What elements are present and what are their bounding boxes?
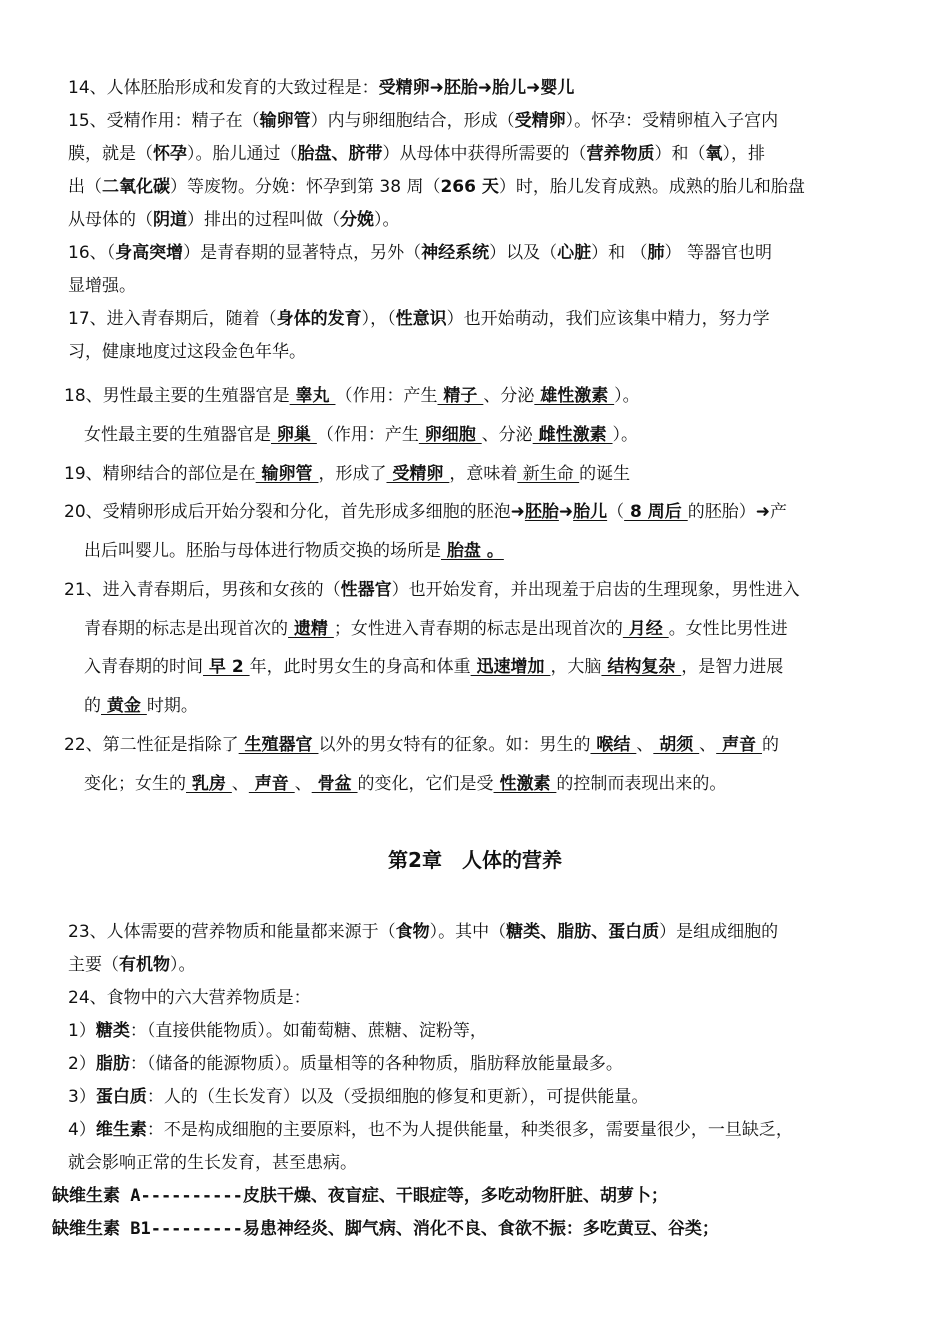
key-term: 分娩 <box>340 210 374 230</box>
text-segment: ）从母体中获得所需要的（ <box>382 144 587 164</box>
text-segment: 年，此时男女生的身高和体重 <box>249 657 471 677</box>
fill-in-answer: 精子 <box>437 386 484 406</box>
text-segment: ：（直接供能物质）。如葡萄糖、蔗糖、淀粉等， <box>129 1021 487 1041</box>
text-segment: ）。 <box>612 425 639 445</box>
text-segment: ：（储备的能源物质）。质量相等的各种物质，脂肪释放能量最多。 <box>129 1054 623 1074</box>
text-line <box>64 578 800 602</box>
text-segment: ）。其中（ <box>429 922 507 942</box>
text-segment: 主要（ <box>68 955 119 975</box>
text-segment: ：人的（生长发育）以及（受损细胞的修复和更新），可提供能量。 <box>146 1087 649 1107</box>
fill-in-answer: 8 周后 <box>624 502 688 522</box>
key-term: 有机物 <box>119 955 170 975</box>
key-term: 266 天 <box>440 177 499 197</box>
text-segment: （作用：产生 <box>316 425 419 445</box>
text-segment: 出（ <box>68 177 102 197</box>
key-term: 受精卵 <box>514 111 566 131</box>
text-segment: 以外的男女特有的征象。如：男生的 <box>318 735 591 755</box>
key-term: 身高突增 <box>115 243 184 263</box>
fill-in-answer: 喉结 <box>590 735 637 755</box>
text-segment: 4） <box>68 1120 96 1140</box>
text-line <box>52 1217 719 1241</box>
text-segment: 21、进入青春期后，男孩和女孩的（ <box>64 580 341 600</box>
text-segment: （ <box>607 502 625 522</box>
text-segment: ，是智力进展 <box>681 657 784 677</box>
fill-in-answer: 声音 <box>248 774 295 794</box>
text-line <box>64 500 787 524</box>
fill-in-answer: 胡须 <box>653 735 700 755</box>
fill-in-answer: 生殖器官 <box>238 735 319 755</box>
fill-in-answer: 卵细胞 <box>418 425 482 445</box>
text-line <box>68 241 772 265</box>
key-term: 输卵管 <box>259 111 311 131</box>
text-segment: ➜ <box>558 502 574 522</box>
fill-in-answer: 乳房 <box>186 774 232 794</box>
text-segment: 的诞生 <box>579 464 631 484</box>
text-line <box>68 175 805 199</box>
key-term: 心脏 <box>557 243 592 263</box>
text-line <box>68 1151 357 1175</box>
text-segment: 、 <box>294 774 312 794</box>
text-segment: ）以及（ <box>489 243 558 263</box>
text-segment: ）。怀孕：受精卵植入子宫内 <box>565 111 779 131</box>
fill-in-answer: 新生命 <box>517 464 580 484</box>
key-term: 缺维生素 B1--------- <box>52 1219 243 1239</box>
text-segment: ）内与卵细胞结合，形成（ <box>310 111 515 131</box>
text-segment: 18、男性最主要的生殖器官是 <box>64 386 290 406</box>
text-segment: 、 <box>699 735 717 755</box>
text-segment: 青春期的标志是出现首次的 <box>84 619 288 639</box>
text-line <box>68 920 778 944</box>
text-segment: 显增强。 <box>68 276 136 296</box>
fill-in-answer: 黄金 <box>101 696 147 716</box>
text-line <box>84 617 788 641</box>
key-term: 营养物质 <box>586 144 655 164</box>
key-term: 氧 <box>705 144 723 164</box>
text-segment: 20、受精卵形成后开始分裂和分化，首先形成多细胞的胚泡➜ <box>64 502 525 522</box>
fill-in-answer: 月经 <box>622 619 669 639</box>
text-segment: 从母体的（ <box>68 210 153 230</box>
text-line <box>64 733 779 757</box>
key-term: 皮肤干燥、夜盲症、干眼症等，多吃动物肝脏、胡萝卜； <box>242 1186 668 1206</box>
text-segment: ） 等器官也明 <box>664 243 772 263</box>
text-segment: 的 <box>762 735 780 755</box>
fill-in-answer: 声音 <box>716 735 763 755</box>
text-segment: 习，健康地度过这段金色年华。 <box>68 342 306 362</box>
text-line <box>68 986 311 1010</box>
text-line <box>68 274 136 298</box>
text-segment: ）也开始发育，并出现羞于启齿的生理现象，男性进入 <box>391 580 800 600</box>
text-segment: ）。 <box>374 210 400 230</box>
text-segment: 就会影响正常的生长发育，甚至患病。 <box>68 1153 357 1173</box>
text-segment: 、 <box>636 735 654 755</box>
fill-in-answer: 雄性激素 <box>534 386 615 406</box>
key-term: 身体的发育 <box>276 309 362 329</box>
fill-in-answer: 早 2 <box>203 657 250 677</box>
text-segment: ）和 （ <box>591 243 648 263</box>
text-line <box>84 772 726 796</box>
text-segment: 的胚胎）➜产 <box>687 502 787 522</box>
key-term: 脂肪 <box>95 1054 130 1074</box>
text-segment: 19、精卵结合的部位是在 <box>64 464 256 484</box>
text-segment: 1） <box>68 1021 96 1041</box>
text-segment: 、分泌 <box>483 386 535 406</box>
text-segment: 的 <box>84 696 101 716</box>
text-segment: 23、人体需要的营养物质和能量都来源于（ <box>68 922 396 942</box>
fill-in-answer: 睾丸 <box>289 386 336 406</box>
text-line <box>68 109 778 133</box>
chapter-title: 第2章 人体的营养 <box>388 848 562 872</box>
text-segment: ）也开始萌动，我们应该集中精力，努力学 <box>446 309 770 329</box>
key-term: 糖类、脂肪、蛋白质 <box>506 922 660 942</box>
key-term: 糖类 <box>95 1021 130 1041</box>
key-term: 受精卵➜胚胎➜胎儿➜婴儿 <box>378 78 575 98</box>
text-line <box>84 539 504 563</box>
text-segment: 16、（ <box>68 243 116 263</box>
text-segment: ：不是构成细胞的主要原料，也不为人提供能量，种类很多，需要量很少，一旦缺乏， <box>146 1120 793 1140</box>
text-segment: 14、人体胚胎形成和发育的大致过程是： <box>68 78 379 98</box>
text-segment: ）。 <box>170 955 196 975</box>
text-segment: 膜，就是（ <box>68 144 153 164</box>
text-segment: ）是青春期的显著特点，另外（ <box>183 243 422 263</box>
text-line <box>68 953 196 977</box>
text-segment: 入青春期的时间 <box>84 657 203 677</box>
fill-in-answer: 胎盘 。 <box>441 541 504 561</box>
fill-in-answer: 骨盆 <box>311 774 358 794</box>
fill-in-answer: 胚胎 <box>524 502 559 522</box>
text-segment: 17、进入青春期后，随着（ <box>68 309 277 329</box>
text-segment: ，形成了 <box>318 464 387 484</box>
key-term: 性意识 <box>395 309 447 329</box>
fill-in-answer: 受精卵 <box>386 464 450 484</box>
text-segment: 2） <box>68 1054 96 1074</box>
text-segment: 变化；女生的 <box>84 774 186 794</box>
key-term: 二氧化碳 <box>102 177 170 197</box>
text-line <box>52 1184 668 1208</box>
key-term: 蛋白质 <box>95 1087 147 1107</box>
key-term: 维生素 <box>95 1120 147 1140</box>
text-line <box>68 340 306 364</box>
text-line <box>68 1118 793 1142</box>
text-line <box>68 142 765 166</box>
key-term: 性器官 <box>340 580 392 600</box>
text-line <box>68 208 400 232</box>
text-segment: 的控制而表现出来的。 <box>556 774 727 794</box>
text-segment: ）。胎儿通过（ <box>187 144 298 164</box>
fill-in-answer: 雌性激素 <box>532 425 613 445</box>
text-segment: 22、第二性征是指除了 <box>64 735 239 755</box>
text-segment: 女性最主要的生殖器官是 <box>84 425 271 445</box>
fill-in-answer: 胎儿 <box>573 502 608 522</box>
key-term: 肺 <box>647 243 665 263</box>
text-segment: 24、食物中的六大营养物质是： <box>68 988 311 1008</box>
text-line <box>84 655 783 679</box>
text-line <box>68 76 574 100</box>
text-segment: （作用：产生 <box>335 386 438 406</box>
text-segment: ）是组成细胞的 <box>659 922 779 942</box>
key-term: 易患神经炎、脚气病、消化不良、食欲不振：多吃黄豆、谷类； <box>242 1219 719 1239</box>
key-term: 阴道 <box>153 210 187 230</box>
text-segment: 出后叫婴儿。胚胎与母体进行物质交换的场所是 <box>84 541 441 561</box>
fill-in-answer: 迅速增加 <box>470 657 551 677</box>
fill-in-answer: 卵巢 <box>271 425 317 445</box>
text-line <box>68 1052 623 1076</box>
text-segment: 的变化，它们是受 <box>357 774 494 794</box>
fill-in-answer: 结构复杂 <box>601 657 682 677</box>
text-segment: ），排 <box>722 144 765 164</box>
text-line <box>64 462 630 486</box>
fill-in-answer: 输卵管 <box>255 464 319 484</box>
fill-in-answer: 性激素 <box>493 774 557 794</box>
text-line <box>68 1019 487 1043</box>
text-line <box>84 694 198 718</box>
text-line <box>68 307 770 331</box>
text-segment: ）排出的过程叫做（ <box>187 210 340 230</box>
key-term: 食物 <box>395 922 430 942</box>
fill-in-answer: 遗精 <box>288 619 334 639</box>
text-segment: ）等废物。分娩：怀孕到第 38 周（ <box>170 177 441 197</box>
text-segment: 时期。 <box>146 696 198 716</box>
text-line <box>64 384 640 408</box>
key-term: 怀孕 <box>153 144 187 164</box>
text-segment: ；女性进入青春期的标志是出现首次的 <box>333 619 623 639</box>
text-segment: 、 <box>231 774 249 794</box>
key-term: 胎盘、脐带 <box>297 144 383 164</box>
text-segment: ）和（ <box>654 144 706 164</box>
text-line <box>68 1085 648 1109</box>
text-segment: ），（ <box>361 309 396 329</box>
text-segment: 15、受精作用：精子在（ <box>68 111 260 131</box>
text-segment: 。女性比男性进 <box>668 619 788 639</box>
text-line <box>84 423 638 447</box>
text-segment: 3） <box>68 1087 96 1107</box>
text-segment: ）。 <box>614 386 640 406</box>
key-term: 神经系统 <box>421 243 490 263</box>
text-segment: ，大脑 <box>550 657 602 677</box>
text-segment: 、分泌 <box>481 425 533 445</box>
key-term: 缺维生素 A---------- <box>52 1186 243 1206</box>
text-segment: ）时，胎儿发育成熟。成熟的胎儿和胎盘 <box>498 177 805 197</box>
text-segment: ，意味着 <box>449 464 518 484</box>
